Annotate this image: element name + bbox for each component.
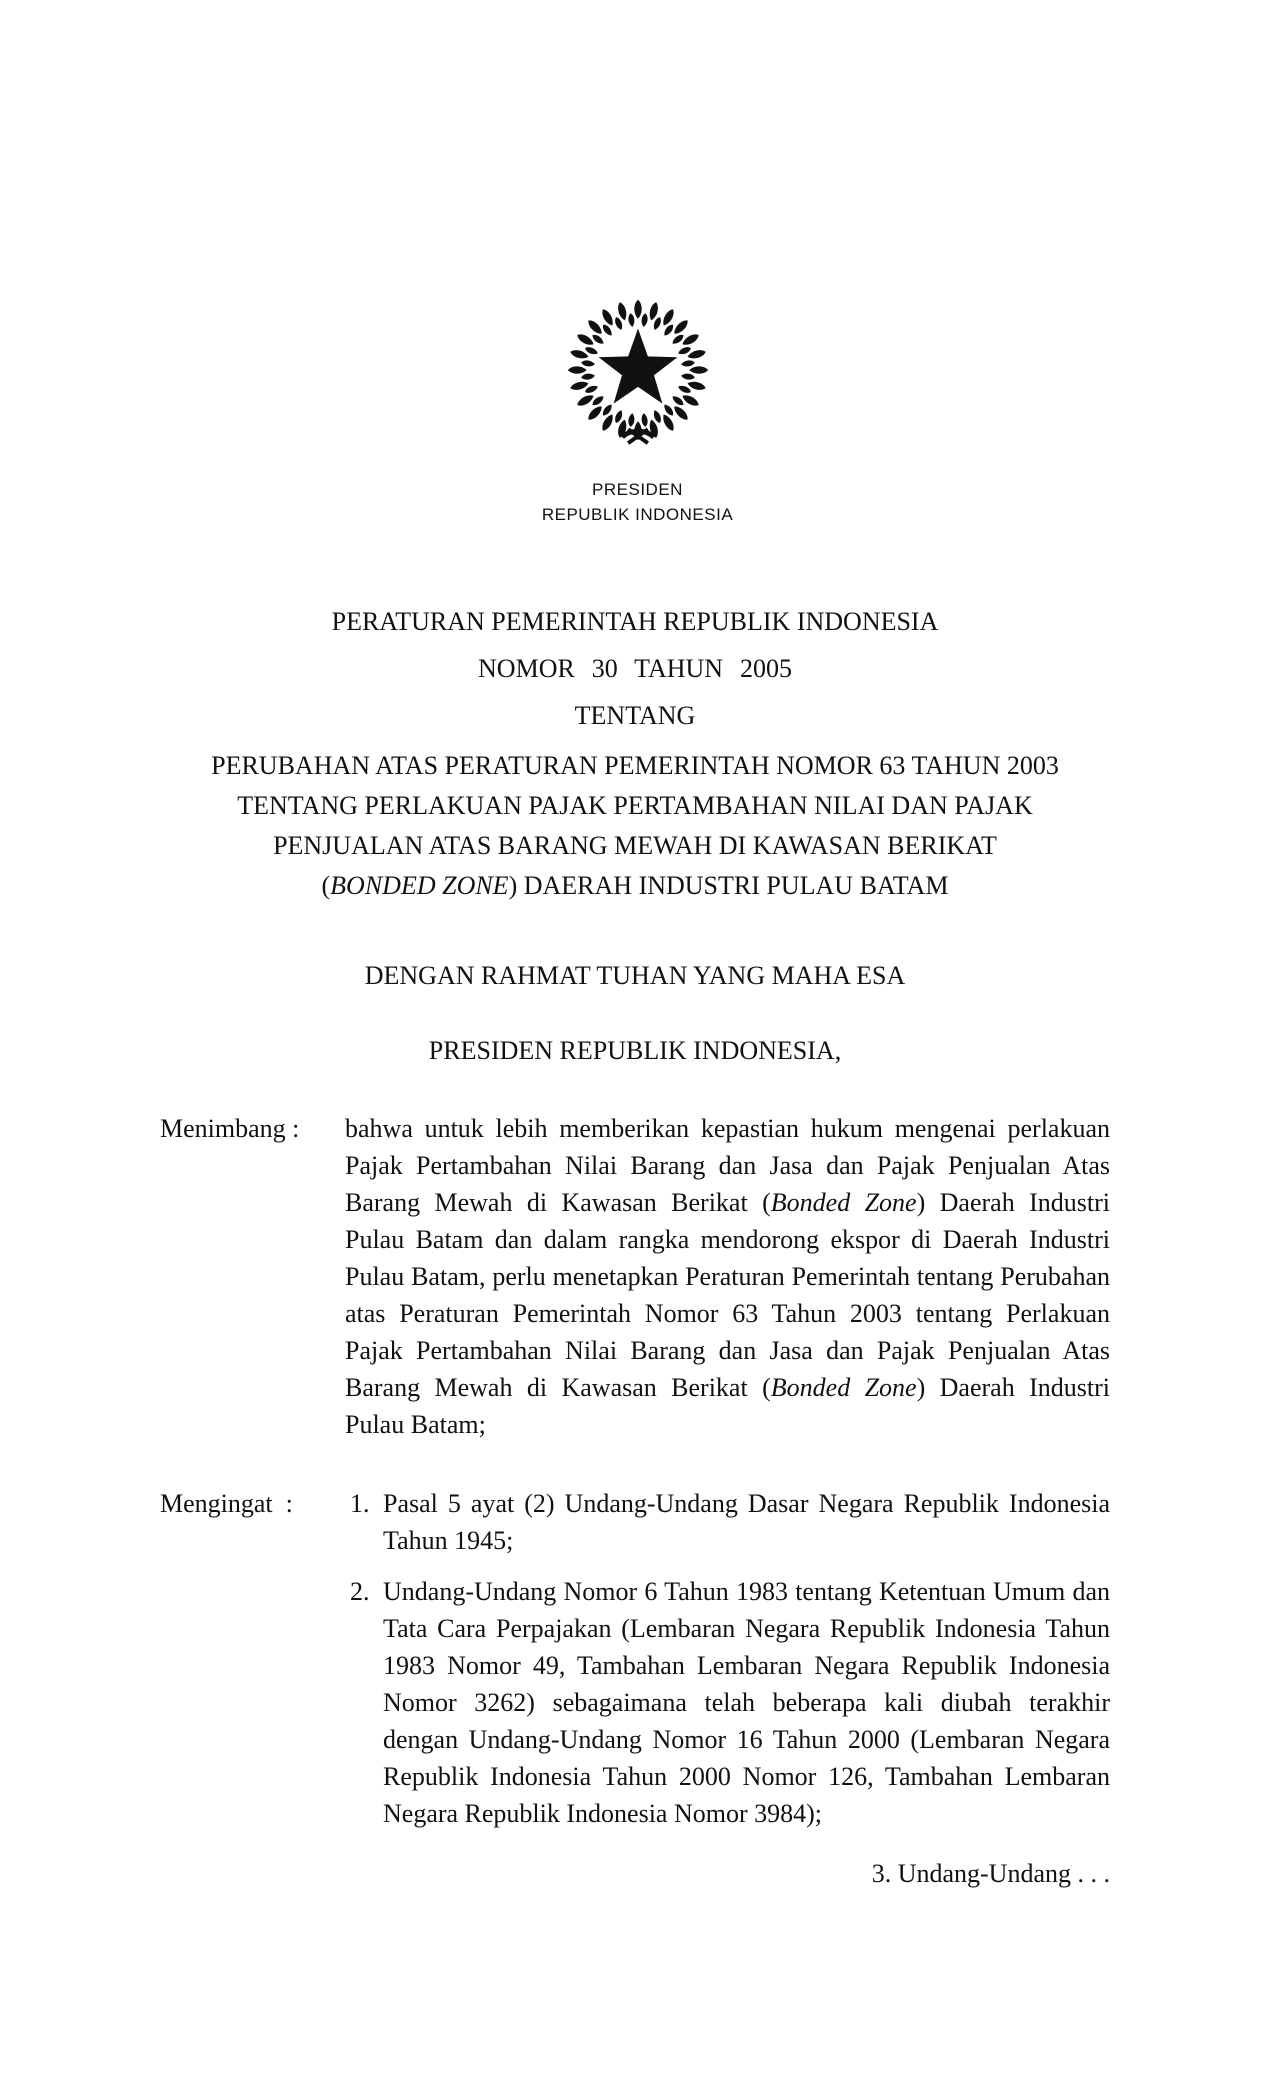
list-item-number: 2. (350, 1577, 370, 1606)
menimbang-section (160, 1110, 1110, 1443)
subject-line: (BONDED ZONE) DAERAH INDUSTRI PULAU BATAM (321, 871, 949, 900)
page-catchword: 3. Undang-Undang . . . (871, 1859, 1110, 1888)
menimbang-text: bahwa untuk lebih memberikan kepastian hukum mengenai perlakuan Pajak Pertambahan Nilai Barang dan Jasa dan Pajak Penjualan Atas Barang Mewah di Kawasan Berikat (Bonded Zone) Daerah Industri Pulau Batam dan dalam rangka mendorong ekspor di Daerah Industri Pulau Batam, perlu menetapkan Peraturan Pemerintah tentang Perubahan atas Peraturan Pemerintah Nomor 63 Tahun 2003 tentang Perlakuan Pajak Pertambahan Nilai Barang dan Jasa dan Pajak Penjualan Atas Barang Mewah di Kawasan Berikat (Bonded Zone) Daerah Industri Pulau Batam; (345, 1114, 1110, 1439)
letterhead (0, 477, 1275, 527)
authority-line: PRESIDEN REPUBLIK INDONESIA, (428, 1036, 842, 1065)
regulation-subject (160, 746, 1110, 906)
list-item (345, 1573, 1110, 1832)
regulation-heading (160, 598, 1110, 739)
subject-line: PERUBAHAN ATAS PERATURAN PEMERINTAH NOMOR 63 TAHUN 2003 (211, 751, 1059, 780)
mengingat-label: Mengingat : (160, 1489, 293, 1518)
menimbang-label: Menimbang : (160, 1114, 300, 1143)
invocation-line: DENGAN RAHMAT TUHAN YANG MAHA ESA (364, 961, 906, 990)
document-body (160, 598, 1110, 1892)
list-item-number: 1. (350, 1489, 370, 1518)
regulation-tentang: TENTANG (574, 701, 696, 730)
mengingat-section (160, 1485, 1110, 1832)
letterhead-presiden: PRESIDEN (592, 480, 683, 499)
list-item-text: Pasal 5 ayat (2) Undang-Undang Dasar Negara Republik Indonesia Tahun 1945; (383, 1489, 1110, 1555)
mengingat-list (345, 1485, 1110, 1832)
list-item (345, 1485, 1110, 1559)
letterhead-republik-indonesia: REPUBLIK INDONESIA (541, 505, 734, 524)
subject-line: PENJUALAN ATAS BARANG MEWAH DI KAWASAN BERIKAT (273, 831, 997, 860)
list-item-text: Undang-Undang Nomor 6 Tahun 1983 tentang Ketentuan Umum dan Tata Cara Perpajakan (Lembaran Negara Republik Indonesia Tahun 1983 Nomor 49, Tambahan Lembaran Negara Republik Indonesia Nomor 3262) sebagaimana telah beberapa kali diubah terakhir dengan Undang-Undang Nomor 16 Tahun 2000 (Lembaran Negara Republik Indonesia Tahun 2000 Nomor 126, Tambahan Lembaran Negara Republik Indonesia Nomor 3984); (383, 1577, 1110, 1828)
subject-line: TENTANG PERLAKUAN PAJAK PERTAMBAHAN NILAI DAN PAJAK (237, 791, 1033, 820)
regulation-type: PERATURAN PEMERINTAH REPUBLIK INDONESIA (331, 607, 939, 636)
regulation-number: NOMOR 30 TAHUN 2005 (478, 654, 792, 683)
star-wreath-emblem-icon (559, 293, 717, 451)
star-icon (598, 329, 677, 404)
